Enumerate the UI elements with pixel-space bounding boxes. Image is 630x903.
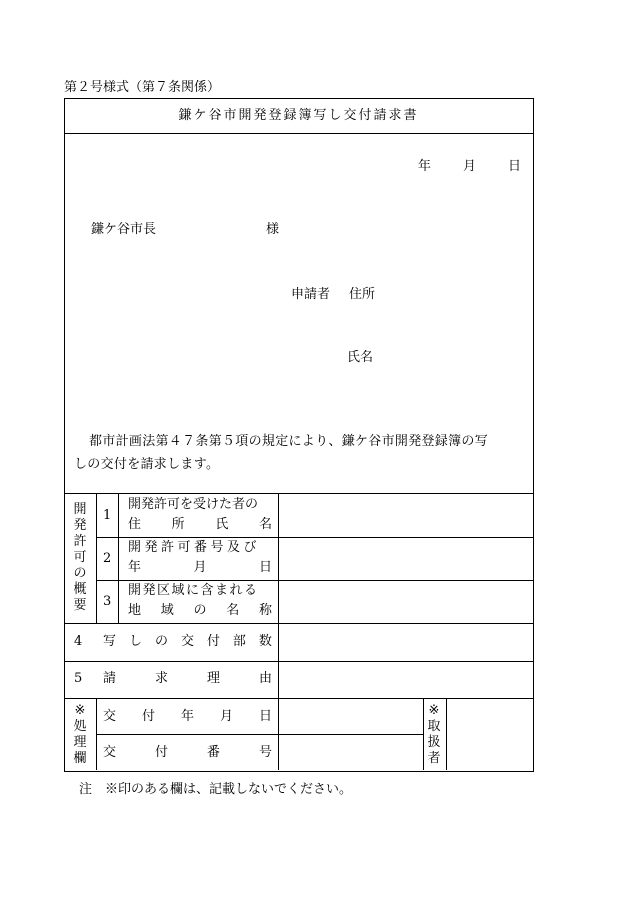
body-text-line2: しの交付を請求します。	[74, 457, 220, 472]
item1-divider	[96, 537, 533, 538]
date-day: 日	[508, 159, 522, 174]
item3-number: 3	[103, 594, 112, 609]
handler-left-line	[423, 698, 424, 770]
processing-divider	[96, 734, 423, 735]
row4-number: 4	[74, 634, 83, 649]
date-month: 月	[463, 159, 477, 174]
addressee-name: 鎌ケ谷市長	[91, 222, 157, 237]
row4-label: 写 し の 交 付 部 数	[103, 634, 272, 649]
processing-section-label: ※ 処 理 欄	[73, 703, 87, 766]
row5-divider	[64, 698, 533, 699]
applicant-address-label: 住所	[349, 287, 376, 302]
title-divider	[64, 133, 533, 134]
item2-number: 2	[103, 551, 112, 566]
body-divider	[64, 493, 533, 494]
applicant-label: 申請者	[291, 287, 331, 302]
processing-label-line	[96, 698, 97, 770]
handler-label: ※ 取 扱 者	[427, 703, 441, 766]
item1-number: 1	[103, 508, 112, 523]
date-year: 年	[418, 159, 432, 174]
item2-label-line2: 年 月 日	[128, 560, 272, 575]
form-number-label: 第２号様式（第７条関係）	[64, 80, 221, 95]
body-text-line1: 都市計画法第４７条第５項の規定により、鎌ケ谷市開発登録簿の写	[89, 434, 489, 449]
item1-label-line2: 住 所 氏 名	[128, 517, 272, 532]
row4-divider	[64, 661, 533, 662]
addressee-honorific: 様	[266, 222, 280, 237]
summary-label-line	[96, 493, 97, 623]
item1-label-line1: 開発許可を受けた者の	[128, 497, 259, 512]
applicant-name-label: 氏名	[347, 350, 374, 365]
item3-label-line1: 開発区域に含まれる	[128, 583, 259, 598]
summary-divider	[64, 623, 533, 624]
footnote: 注 ※印のある欄は、記載しないでください。	[79, 782, 353, 797]
item2-divider	[96, 580, 533, 581]
summary-number-line	[118, 493, 119, 623]
handler-right-line	[446, 698, 447, 770]
label-column-line	[278, 493, 279, 770]
row5-label: 請 求 理 由	[103, 671, 272, 686]
issue-date-label: 交 付 年 月 日	[103, 709, 272, 724]
item3-label-line2: 地 域 の 名 称	[128, 603, 272, 618]
item2-label-line1: 開発許可番号及び	[128, 540, 261, 555]
row5-number: 5	[74, 671, 83, 686]
summary-section-label: 開 発 許 可 の 概 要	[73, 502, 87, 613]
issue-number-label: 交 付 番 号	[103, 745, 272, 760]
form-title: 鎌ケ谷市開発登録簿写し交付請求書	[178, 108, 419, 123]
